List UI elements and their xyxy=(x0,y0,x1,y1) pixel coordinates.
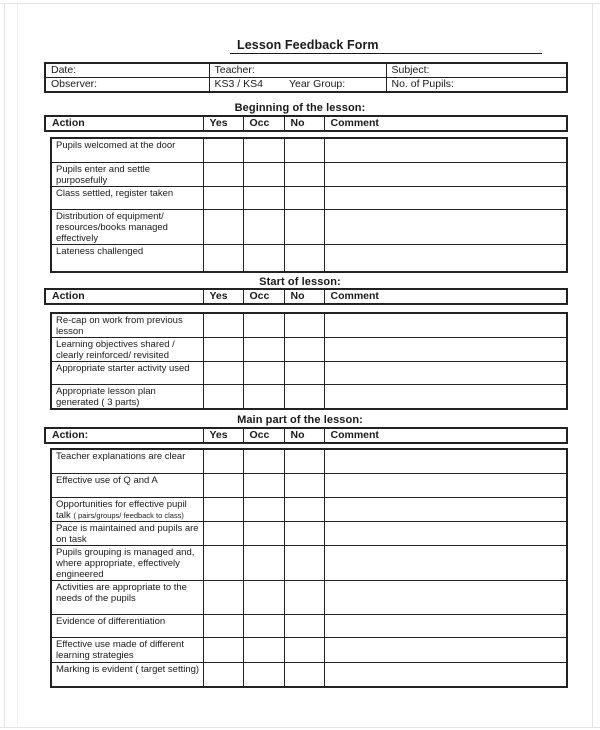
col-header-occ: Occ xyxy=(243,428,284,443)
comment-cell[interactable] xyxy=(324,138,567,162)
occ-cell[interactable] xyxy=(243,521,284,545)
action-cell: Teacher explanations are clear xyxy=(51,449,203,473)
occ-cell[interactable] xyxy=(243,313,284,338)
beginning-table xyxy=(50,137,568,273)
header-row xyxy=(45,116,567,131)
occ-cell[interactable] xyxy=(243,497,284,521)
comment-cell[interactable] xyxy=(324,338,567,362)
table-row xyxy=(51,473,567,497)
comment-cell[interactable] xyxy=(324,385,567,410)
comment-cell[interactable] xyxy=(324,473,567,497)
no-cell[interactable] xyxy=(284,662,324,687)
date-label: Date: xyxy=(51,64,77,76)
col-header-no: No xyxy=(284,428,324,443)
action-cell: Pupils grouping is managed and, where appropriate, effectively engineered xyxy=(51,545,203,580)
table-row xyxy=(51,362,567,385)
no-cell[interactable] xyxy=(284,449,324,473)
yes-cell[interactable] xyxy=(203,338,243,362)
no-cell[interactable] xyxy=(284,497,324,521)
table-row xyxy=(51,244,567,272)
start-table xyxy=(50,312,568,410)
year-group-label: Year Group: xyxy=(288,78,346,90)
num-pupils-label: No. of Pupils: xyxy=(391,78,454,90)
col-header-comment: Comment xyxy=(324,428,567,443)
yes-cell[interactable] xyxy=(203,138,243,162)
col-header-yes: Yes xyxy=(203,428,243,443)
no-cell[interactable] xyxy=(284,313,324,338)
col-header-no: No xyxy=(284,289,324,304)
col-header-action: Action: xyxy=(45,428,203,443)
col-header-no: No xyxy=(284,116,324,131)
occ-cell[interactable] xyxy=(243,138,284,162)
action-cell: Learning objectives shared / clearly reinforced/ revisited xyxy=(51,338,203,362)
yes-cell[interactable] xyxy=(203,186,243,209)
no-cell[interactable] xyxy=(284,385,324,410)
yes-cell[interactable] xyxy=(203,449,243,473)
col-header-yes: Yes xyxy=(203,289,243,304)
comment-cell[interactable] xyxy=(324,662,567,687)
occ-cell[interactable] xyxy=(243,186,284,209)
beginning-header-row xyxy=(44,115,568,132)
comment-cell[interactable] xyxy=(324,209,567,244)
comment-cell[interactable] xyxy=(324,521,567,545)
table-row xyxy=(51,209,567,244)
table-row xyxy=(51,637,567,662)
no-cell[interactable] xyxy=(284,138,324,162)
yes-cell[interactable] xyxy=(203,614,243,637)
yes-cell[interactable] xyxy=(203,162,243,186)
table-row xyxy=(51,385,567,410)
comment-cell[interactable] xyxy=(324,580,567,614)
observer-label: Observer: xyxy=(51,78,98,90)
yes-cell[interactable] xyxy=(203,580,243,614)
page-title: Lesson Feedback Form xyxy=(237,38,379,52)
comment-cell[interactable] xyxy=(324,449,567,473)
table-row xyxy=(51,338,567,362)
header-row xyxy=(45,289,567,304)
teacher-label: Teacher: xyxy=(214,64,255,76)
no-cell[interactable] xyxy=(284,338,324,362)
action-cell: Opportunities for effective pupil talk ( pairs/groups/ feedback to class) xyxy=(51,497,203,521)
occ-cell[interactable] xyxy=(243,449,284,473)
action-cell: Distribution of equipment/ resources/books managed effectively xyxy=(51,209,203,244)
comment-cell[interactable] xyxy=(324,313,567,338)
occ-cell[interactable] xyxy=(243,580,284,614)
comment-cell[interactable] xyxy=(324,545,567,580)
col-header-action: Action xyxy=(45,289,203,304)
table-row xyxy=(51,614,567,637)
no-cell[interactable] xyxy=(284,614,324,637)
col-header-occ: Occ xyxy=(243,289,284,304)
action-cell: Class settled, register taken xyxy=(51,186,203,209)
table-row xyxy=(51,580,567,614)
section-heading-beginning: Beginning of the lesson: xyxy=(234,102,366,114)
occ-cell[interactable] xyxy=(243,338,284,362)
occ-cell[interactable] xyxy=(243,473,284,497)
col-header-action: Action xyxy=(45,116,203,131)
occ-cell[interactable] xyxy=(243,662,284,687)
yes-cell[interactable] xyxy=(203,637,243,662)
comment-cell[interactable] xyxy=(324,244,567,272)
action-cell: Lateness challenged xyxy=(51,244,203,272)
num-pupils-field[interactable] xyxy=(386,78,567,93)
col-header-comment: Comment xyxy=(324,116,567,131)
comment-cell[interactable] xyxy=(324,497,567,521)
yes-cell[interactable] xyxy=(203,545,243,580)
comment-cell[interactable] xyxy=(324,362,567,385)
info-row-2 xyxy=(45,78,567,93)
no-cell[interactable] xyxy=(284,244,324,272)
yes-cell[interactable] xyxy=(203,521,243,545)
action-cell: Marking is evident ( target setting) xyxy=(51,662,203,687)
occ-cell[interactable] xyxy=(243,385,284,410)
subject-field[interactable] xyxy=(386,63,567,78)
action-cell: Appropriate starter activity used xyxy=(51,362,203,385)
occ-cell[interactable] xyxy=(243,244,284,272)
yes-cell[interactable] xyxy=(203,473,243,497)
no-cell[interactable] xyxy=(284,209,324,244)
no-cell[interactable] xyxy=(284,545,324,580)
comment-cell[interactable] xyxy=(324,186,567,209)
action-cell: Appropriate lesson plan generated ( 3 parts) xyxy=(51,385,203,410)
teacher-field[interactable] xyxy=(209,63,386,78)
title-underline xyxy=(230,38,542,54)
main-table xyxy=(50,448,568,688)
action-cell: Effective use of Q and A xyxy=(51,473,203,497)
comment-cell[interactable] xyxy=(324,614,567,637)
key-stage-label: KS3 / KS4 xyxy=(214,78,263,90)
occ-cell[interactable] xyxy=(243,209,284,244)
col-header-comment: Comment xyxy=(324,289,567,304)
table-row xyxy=(51,521,567,545)
action-cell: Pupils welcomed at the door xyxy=(51,138,203,162)
action-cell: Re-cap on work from previous lesson xyxy=(51,313,203,338)
col-header-yes: Yes xyxy=(203,116,243,131)
section-heading-main: Main part of the lesson: xyxy=(237,414,363,426)
section-heading-start: Start of lesson: xyxy=(259,276,341,288)
col-header-occ: Occ xyxy=(243,116,284,131)
action-cell: Pace is maintained and pupils are on task xyxy=(51,521,203,545)
occ-cell[interactable] xyxy=(243,614,284,637)
no-cell[interactable] xyxy=(284,473,324,497)
yes-cell[interactable] xyxy=(203,385,243,410)
yes-cell[interactable] xyxy=(203,244,243,272)
table-row xyxy=(51,186,567,209)
yes-cell[interactable] xyxy=(203,362,243,385)
table-row xyxy=(51,497,567,521)
table-row xyxy=(51,449,567,473)
no-cell[interactable] xyxy=(284,637,324,662)
action-cell: Effective use made of different learning strategies xyxy=(51,637,203,662)
yes-cell[interactable] xyxy=(203,313,243,338)
yes-cell[interactable] xyxy=(203,497,243,521)
action-cell: Pupils enter and settle purposefully xyxy=(51,162,203,186)
comment-cell[interactable] xyxy=(324,162,567,186)
no-cell[interactable] xyxy=(284,162,324,186)
table-row xyxy=(51,162,567,186)
main-header-row xyxy=(44,427,568,444)
page-edge-top xyxy=(0,3,600,4)
observer-field[interactable] xyxy=(45,78,209,93)
info-row-1 xyxy=(45,63,567,78)
header-row xyxy=(45,428,567,443)
table-row xyxy=(51,313,567,338)
info-table xyxy=(44,62,568,93)
keystage-yeargroup-field[interactable] xyxy=(209,78,386,93)
subject-label: Subject: xyxy=(391,64,430,76)
no-cell[interactable] xyxy=(284,362,324,385)
table-row xyxy=(51,138,567,162)
occ-cell[interactable] xyxy=(243,162,284,186)
comment-cell[interactable] xyxy=(324,637,567,662)
occ-cell[interactable] xyxy=(243,545,284,580)
no-cell[interactable] xyxy=(284,186,324,209)
yes-cell[interactable] xyxy=(203,662,243,687)
no-cell[interactable] xyxy=(284,580,324,614)
start-header-row xyxy=(44,288,568,305)
action-note: ( pairs/groups/ feedback to class) xyxy=(73,510,184,520)
page-edge-bottom xyxy=(0,727,600,728)
no-cell[interactable] xyxy=(284,521,324,545)
action-cell: Evidence of differentiation xyxy=(51,614,203,637)
table-row xyxy=(51,662,567,687)
date-field[interactable] xyxy=(45,63,209,78)
occ-cell[interactable] xyxy=(243,362,284,385)
table-row xyxy=(51,545,567,580)
yes-cell[interactable] xyxy=(203,209,243,244)
action-cell: Activities are appropriate to the needs of the pupils xyxy=(51,580,203,614)
occ-cell[interactable] xyxy=(243,637,284,662)
